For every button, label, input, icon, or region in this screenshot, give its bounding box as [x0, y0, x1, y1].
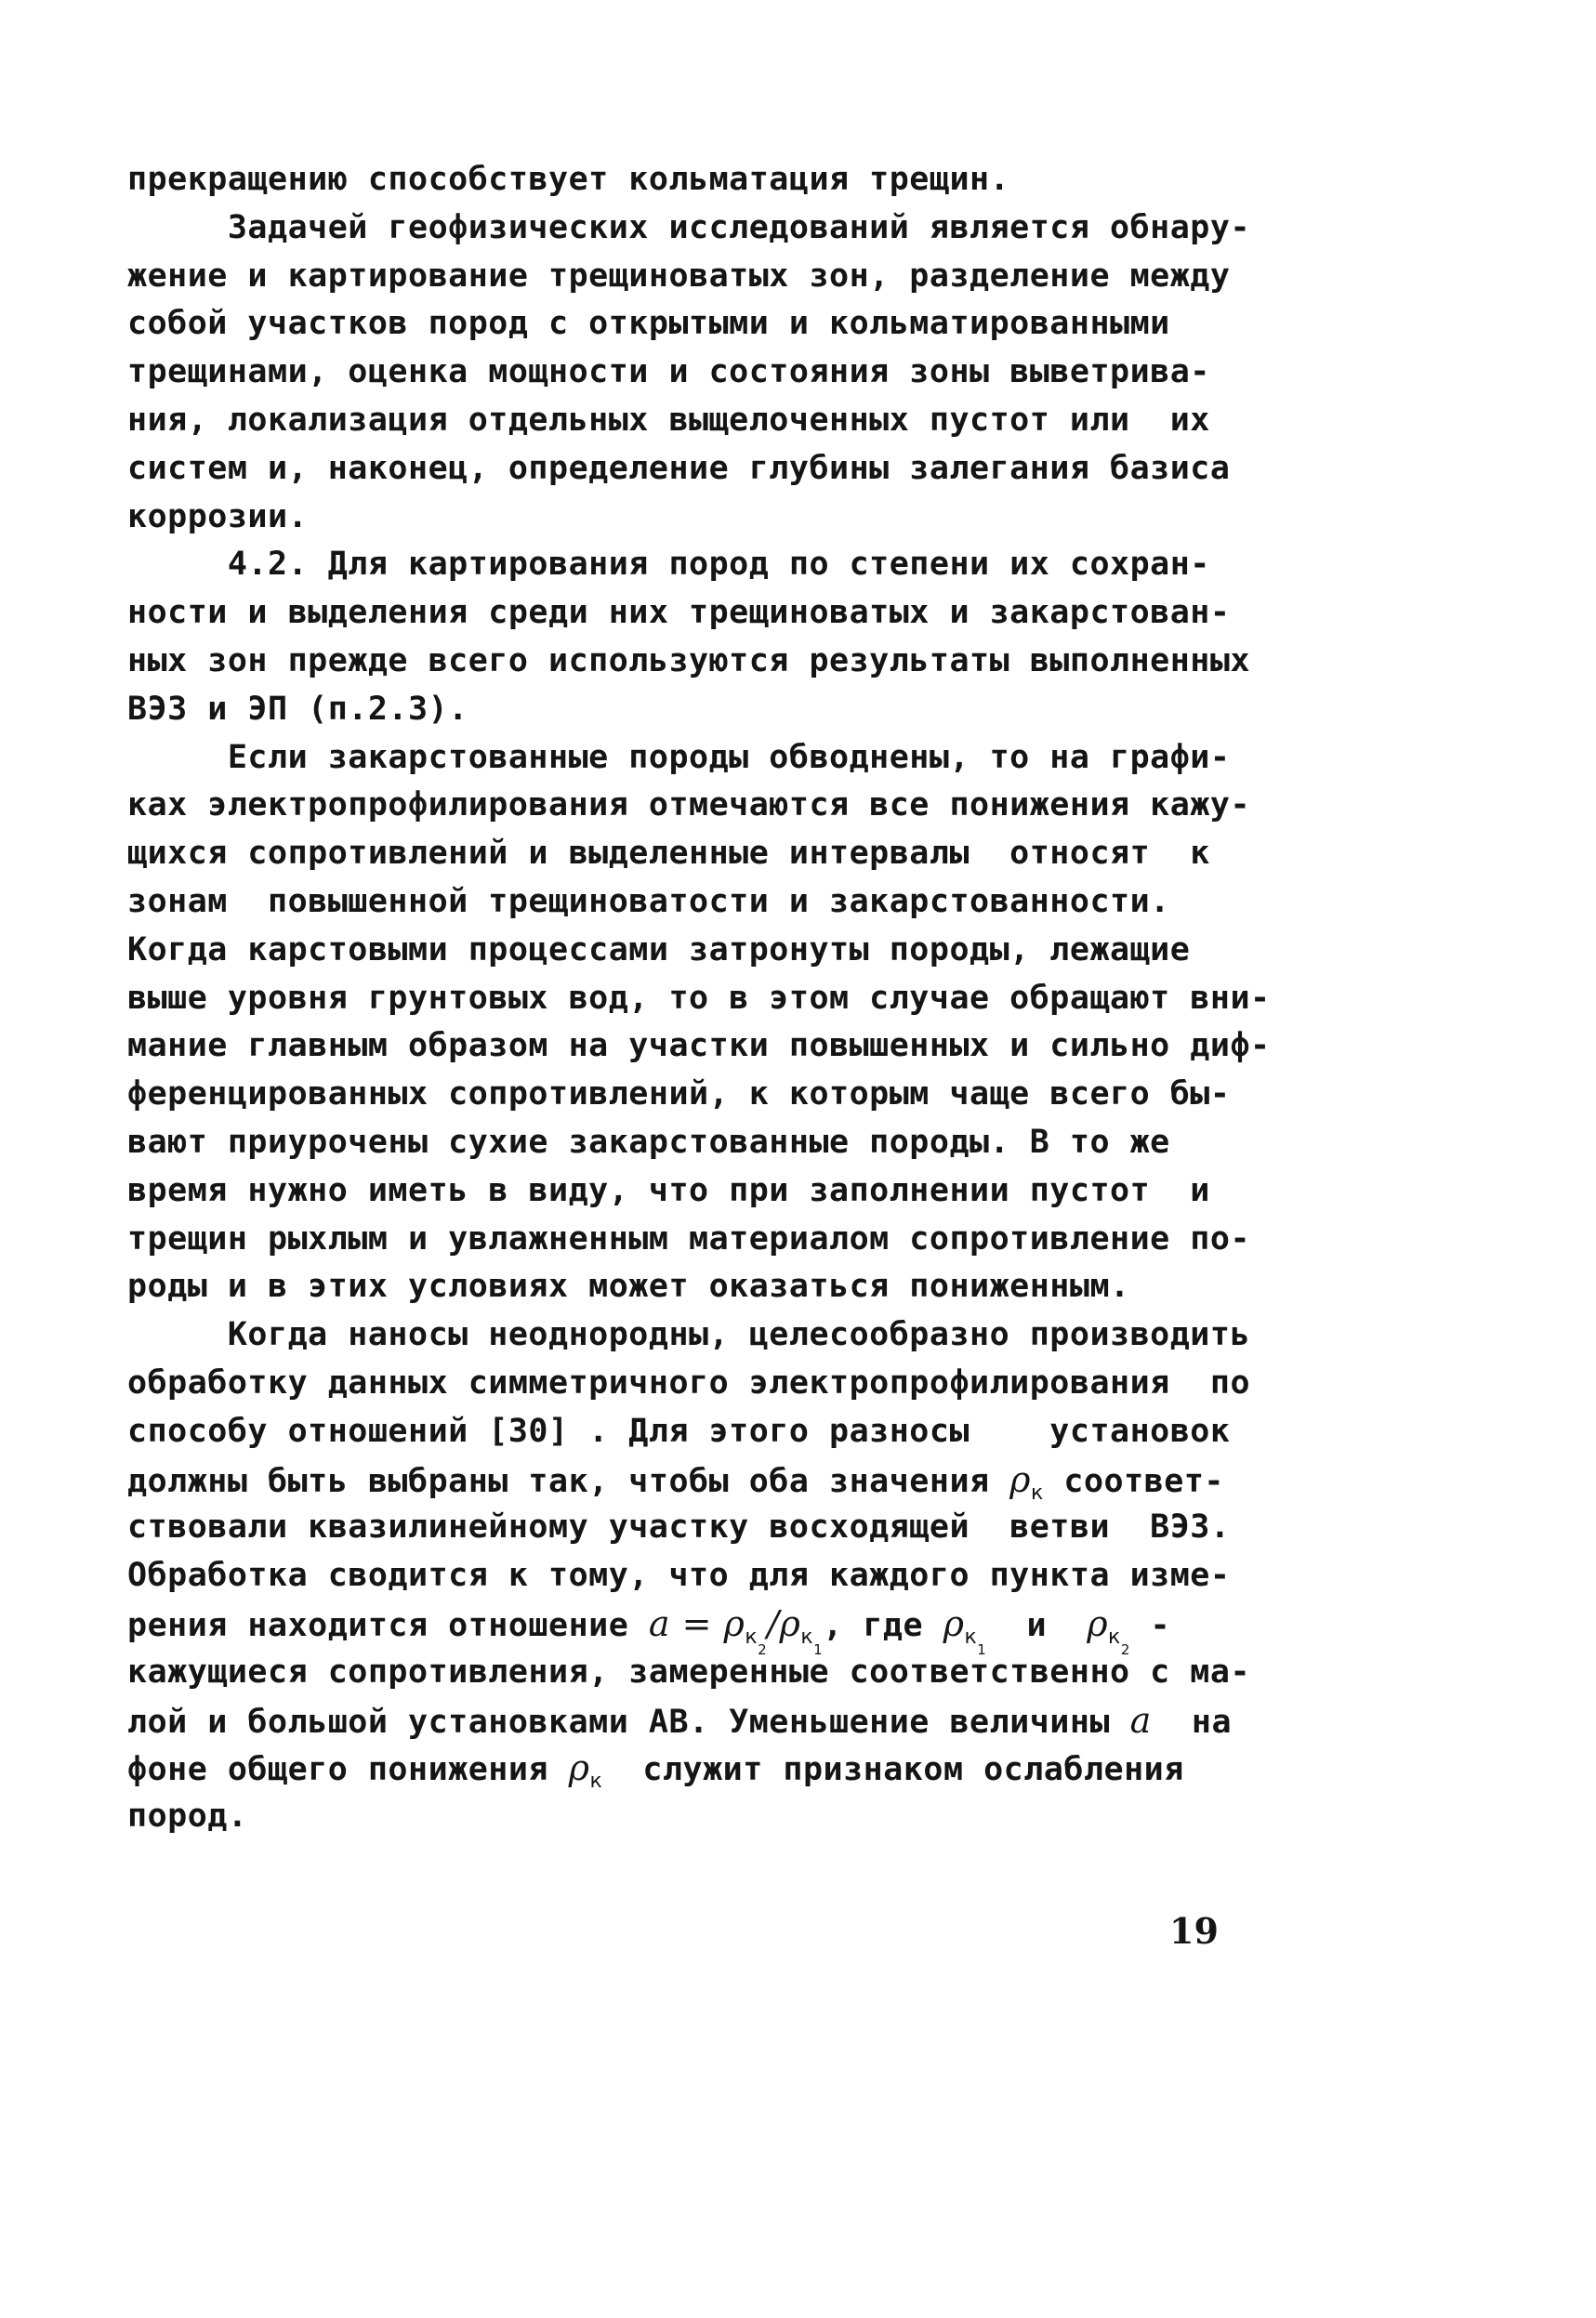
- text-line: обработку данных симметричного электропрофилирования по: [127, 1363, 1251, 1402]
- text-line-rho: [127, 1745, 1243, 1793]
- text-line: собой участков пород с открытыми и кольматированными: [127, 305, 1170, 343]
- ratio-formula: [648, 1602, 824, 1658]
- text-fragment: фоне общего понижения: [127, 1751, 569, 1789]
- rho-symbol: [568, 1747, 603, 1794]
- text-line: коррозии.: [127, 497, 309, 535]
- text-fragment: , где: [823, 1606, 943, 1644]
- text-line: выше уровня грунтовых вод, то в этом случае обращают вни-: [127, 979, 1271, 1017]
- text-fragment: служит признаком ослабления: [602, 1751, 1184, 1789]
- ratio-symbol: a: [1129, 1699, 1152, 1741]
- text-line: Когда карстовыми процессами затронуты породы, лежащие: [127, 930, 1191, 968]
- text-line: ках электропрофилирования отмечаются все понижения кажу-: [127, 786, 1251, 824]
- rho-glyph: ρ: [568, 1747, 590, 1789]
- text-line: Если закарстованные породы обводнены, то на графи-: [127, 738, 1231, 776]
- rho-glyph: ρ: [1009, 1458, 1032, 1500]
- text-line-rho: [127, 1456, 1243, 1505]
- text-line: ВЭЗ и ЭП (п.2.3).: [127, 690, 468, 728]
- equals-sign: =: [670, 1602, 724, 1644]
- rho-subscript: [964, 1625, 987, 1658]
- text-fragment: на: [1151, 1703, 1233, 1741]
- rho-subscript: [800, 1625, 824, 1658]
- text-line: вают приурочены сухие закарстованные породы. В то же: [127, 1123, 1170, 1161]
- text-fragment: и: [986, 1606, 1088, 1644]
- text-line: ствовали квазилинейному участку восходящей ветви ВЭЗ.: [127, 1508, 1231, 1547]
- text-line: прекращению способствует кольматация трещин.: [127, 161, 1010, 198]
- rho-glyph: ρ: [723, 1602, 745, 1644]
- text-line: ных зон прежде всего используются результаты выполненных: [127, 641, 1251, 679]
- rho-subscript: к: [589, 1770, 603, 1794]
- text-line: Обработка сводится к тому, что для каждого пункта изме-: [127, 1557, 1231, 1595]
- rho-k2-symbol: [1087, 1602, 1130, 1658]
- k-letter: к: [964, 1625, 978, 1649]
- text-line: способу отношений [30] . Для этого разносы установок: [127, 1412, 1231, 1450]
- rho-glyph: ρ: [779, 1602, 801, 1644]
- rho-glyph: ρ: [1087, 1602, 1109, 1644]
- index-1: 1: [977, 1640, 987, 1658]
- text-line: систем и, наконец, определение глубины залегания базиса: [127, 449, 1231, 487]
- division-slash: /: [767, 1602, 780, 1644]
- text-line: ния, локализация отдельных выщелоченных пустот или их: [127, 401, 1210, 439]
- index-2: 2: [758, 1640, 768, 1658]
- text-fragment: должны быть выбраны так, чтобы оба значения: [127, 1462, 1010, 1500]
- text-line: пород.: [127, 1798, 248, 1836]
- text-line-ratio: [127, 1697, 1243, 1745]
- text-fragment: соответ-: [1043, 1462, 1224, 1500]
- k-letter: к: [745, 1625, 758, 1649]
- text-line: 4.2. Для картирования пород по степени их сохран-: [127, 546, 1210, 584]
- text-line: Когда наносы неоднородны, целесообразно производить: [127, 1316, 1251, 1354]
- text-line: мание главным образом на участки повышенных и сильно диф-: [127, 1027, 1271, 1065]
- index-1: 1: [813, 1640, 824, 1658]
- index-2: 2: [1120, 1640, 1130, 1658]
- page-number: 19: [1169, 1910, 1219, 1952]
- text-line-formula: [127, 1600, 1243, 1658]
- rho-subscript: [745, 1625, 768, 1658]
- k-letter: к: [1108, 1625, 1121, 1649]
- text-line: роды и в этих условиях может оказаться пониженным.: [127, 1268, 1130, 1306]
- body-text: [127, 156, 1271, 1841]
- text-line: кажущиеся сопротивления, замеренные соответственно с ма-: [127, 1653, 1251, 1691]
- text-fragment: рения находится отношение: [127, 1606, 649, 1644]
- text-line: ференцированных сопротивлений, к которым чаще всего бы-: [127, 1075, 1231, 1113]
- rho-k1-symbol: [943, 1602, 987, 1658]
- text-line: щихся сопротивлений и выделенные интервалы относят к: [127, 835, 1210, 873]
- text-line: трещинами, оценка мощности и состояния зоны выветрива-: [127, 353, 1210, 391]
- text-line: ности и выделения среди них трещиноватых и закарстован-: [127, 594, 1231, 632]
- rho-subscript: [1108, 1625, 1130, 1658]
- ratio-symbol: a: [648, 1602, 671, 1644]
- rho-symbol: [1009, 1458, 1044, 1505]
- text-fragment: -: [1129, 1606, 1171, 1644]
- text-line: зонам повышенной трещиноватости и закарстованности.: [127, 882, 1170, 920]
- rho-glyph: ρ: [943, 1602, 965, 1644]
- text-line: время нужно иметь в виду, что при заполнении пустот и: [127, 1171, 1210, 1209]
- text-fragment: лой и большой установками АВ. Уменьшение величины: [127, 1703, 1130, 1741]
- k-letter: к: [800, 1625, 814, 1649]
- text-line: трещин рыхлым и увлажненным материалом сопротивление по-: [127, 1219, 1251, 1258]
- text-line: Задачей геофизических исследований является обнару-: [127, 208, 1251, 246]
- text-line: жение и картирование трещиноватых зон, разделение между: [127, 257, 1231, 295]
- rho-subscript: к: [1031, 1481, 1044, 1505]
